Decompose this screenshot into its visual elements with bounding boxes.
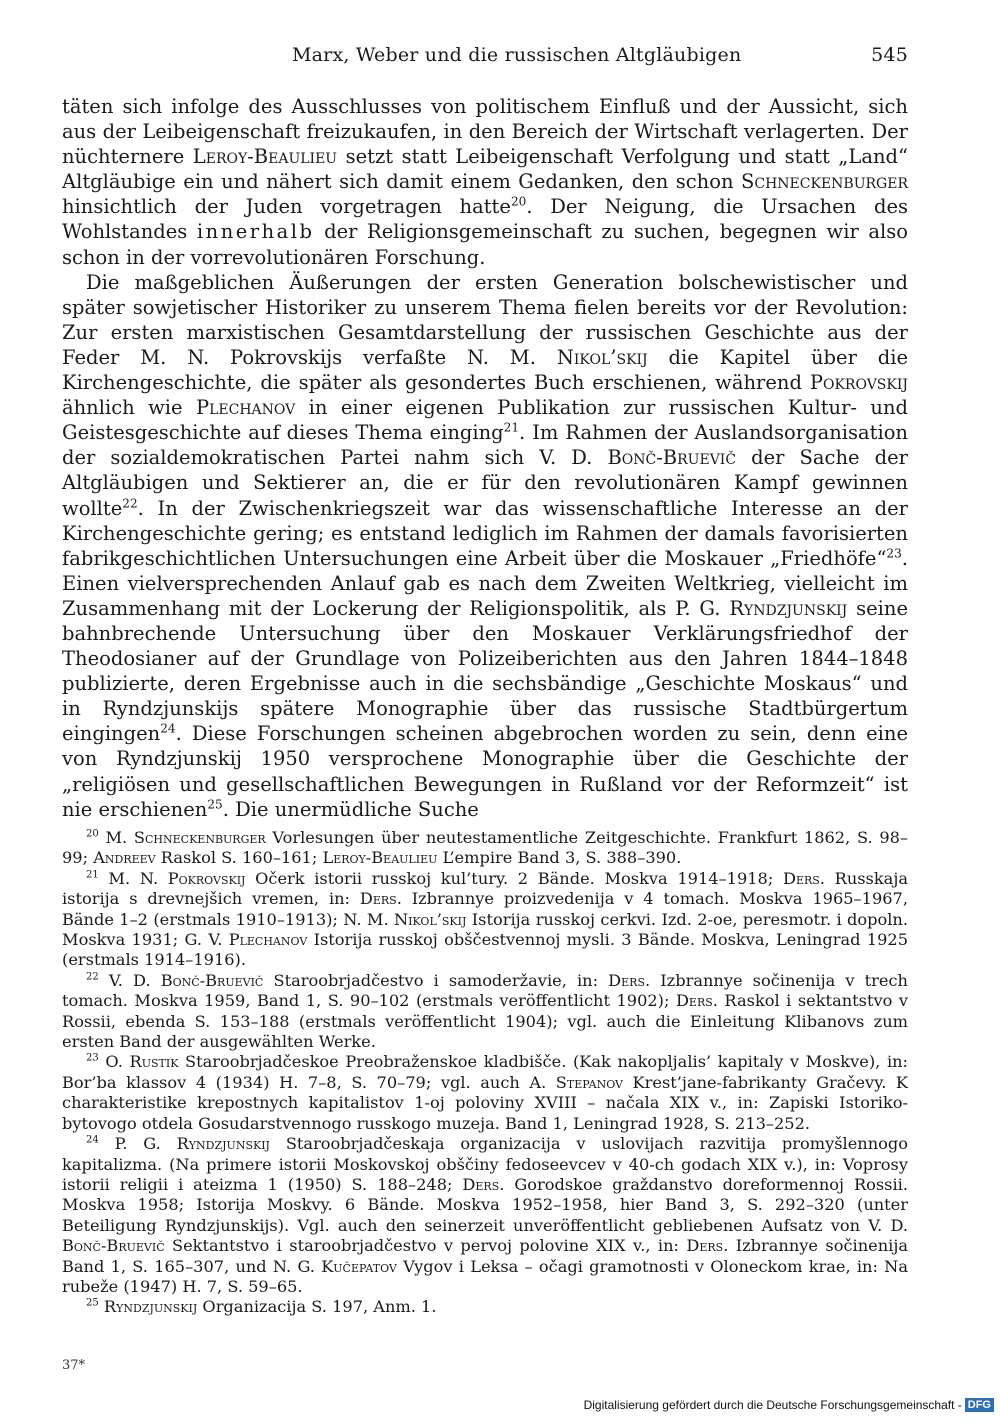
author-name: Bonč-Bruevič [62, 1236, 165, 1256]
author-name: Stepanov [555, 1072, 623, 1092]
text-run: Vygov i Leksa – očagi gramotnosti v Oloneckom krae, in: Na rubeže (1947) H. 7, S. 59–65. [62, 1256, 908, 1296]
text-run: . Im Rahmen der Auslandsorganisation der sozialdemokratischen Partei nahm sich V. D. [62, 421, 908, 470]
footnote-ref-20[interactable]: 20 [510, 194, 527, 209]
digitization-credit [584, 1398, 994, 1412]
footnote-22 [62, 971, 908, 1053]
text-run: Staroobrjadčeskoe Preobraženskoe kladbišče. (Kak nakopljalis’ kapitaly v Moskve), in: Bor’ba klassov 4 (1934) H. 7–8, S. 70–79; vgl. auch A. [62, 1052, 908, 1092]
text-run: Raskol i sektantstvo v Rossii, ebenda S. 153–188 (erstmals veröffentlicht 1904); vgl. auch die Einleitung Klibanovs zum ersten Band der ausgewählten Werke. [62, 991, 908, 1052]
author-name: Ders. [686, 1236, 729, 1256]
author-name: Ders. [675, 991, 718, 1011]
text-run: Istorija russkoj obščestvennoj mysli. 3 Bände. Moskva, Leningrad 1925 (erstmals 1914–1916). [62, 930, 908, 970]
text-run: Očerk istorii russkoj kul’tury. 2 Bände. Moskva 1914–1918; [245, 868, 783, 888]
author-name: Pokrovskij [809, 371, 908, 395]
author-name: Schneckenburger [133, 828, 266, 847]
author-name: Plechanov [195, 396, 296, 420]
text-run: der Religionsgemeinschaft zu suchen, begegnen wir also schon in der vorrevolutionären Forschung. [62, 220, 908, 269]
footnote-number: 22 [86, 971, 99, 983]
author-name: Ryndzjunskij [729, 596, 848, 620]
digitization-text: Digitalisierung gefördert durch die Deutsche Forschungsgemeinschaft - [583, 1398, 962, 1412]
text-run: Sektantstvo i staroobrjadčestvo v pervoj polovine XIX v., in: [164, 1236, 687, 1256]
text-run: . Die unermüdliche Suche [222, 797, 479, 821]
text-run: M. [98, 828, 134, 847]
author-name: Ryndzjunskij [176, 1134, 270, 1154]
author-name: Pokrovskij [167, 868, 246, 888]
text-run: . Einen vielversprechenden Anlauf gab es nach dem Zweiten Weltkrieg, vielleicht im Zusammenhang mit der Lockerung der Religionspolitik, als P. G. [62, 546, 908, 620]
main-text [62, 94, 908, 822]
author-name: Ryndzjunskij [103, 1297, 198, 1317]
text-run: Organizacija S. 197, Anm. 1. [197, 1297, 437, 1317]
text-run: Gorodskoe graždanstvo doreformennoj Rossii. Moskva 1958; Istorija Moskvy. 6 Bände. Moskva 1952–1958, hier Band 3, S. 292–320 (unter Beteiligung Ryndzjunskijs). Vgl. auch den seinerzeit unveröffentlicht gebliebenen Aufsatz von V. D. [62, 1174, 908, 1235]
text-run: . Der Neigung, die Ursachen des Wohlstandes [62, 195, 908, 244]
footnote-25 [62, 1297, 908, 1317]
text-run: . Diese Forschungen scheinen abgebrochen worden zu sein, denn eine von Ryndzjunskij 1950 versprochene Monographie über die Geschichte der „religiösen und gesellschaftlichen Bewegungen in Rußland vor der Reformzeit“ ist nie erschienen [62, 722, 908, 821]
footnote-ref-22[interactable]: 22 [122, 496, 138, 510]
author-name: Leroy-Beaulieu [192, 145, 338, 169]
author-name: Leroy-Beaulieu [322, 848, 438, 868]
author-name: Bonč-Bruevič [607, 446, 737, 470]
footnote-ref-25[interactable]: 25 [207, 797, 223, 812]
text-run: L’empire Band 3, S. 388–390. [437, 848, 682, 868]
text-run: ähnlich wie [62, 396, 196, 420]
text-run: in einer eigenen Publikation zur russischen Kultur- und Geistesgeschichte auf dieses Thema einging [62, 396, 909, 445]
text-run: Izbrannye proizvedenija v 4 tomach. Moskva 1965–1967, Bände 1–2 (erstmals 1910–1913); N. M. [62, 889, 908, 929]
footnote-number: 21 [86, 869, 99, 881]
text-run: V. D. [98, 970, 161, 990]
text-run: Raskol S. 160–161; [155, 848, 323, 868]
text-run: Staroobrjadčestvo i samoderžavie, in: [263, 970, 609, 990]
author-name: Schneckenburger [741, 170, 908, 194]
footnote-24 [62, 1134, 908, 1297]
running-title: Marx, Weber und die russischen Altgläubigen [292, 44, 742, 66]
author-name: Ders. [608, 970, 651, 990]
text-run: hinsichtlich der Juden vorgetragen hatte [62, 195, 511, 219]
page-number: 545 [871, 44, 908, 66]
footnote-number: 20 [86, 828, 99, 840]
text-run: Staroobrjadčeskaja organizacija v uslovijach razvitija promyšlennogo kapitalizma. (Na primere istorii Moskovskoj obščiny fedoseevcev v 40-ch godach XIX v.), in: Voprosy istorii religii i ateizma 1 (1950) S. 188–248; [62, 1134, 908, 1194]
emphasized-word: innerhalb [196, 220, 315, 244]
printer-signature-mark: 37* [62, 1358, 86, 1373]
footnote-20 [62, 828, 908, 869]
footnote-ref-24[interactable]: 24 [160, 721, 176, 736]
text-run: setzt statt Leibeigenschaft Verfolgung und statt „Land“ Altgläubige ein und nähert sich damit einem Gedanken, den schon [62, 145, 908, 194]
author-name: Plechanov [228, 930, 308, 950]
author-name: Bonč-Bruevič [160, 970, 264, 990]
footnotes [62, 828, 908, 1318]
author-name: Rustik [129, 1052, 179, 1072]
text-run: seine bahnbrechende Untersuchung über den Moskauer Verklärungsfriedhof der Theodosianer auf der Grundlage von Polizeiberichten aus den Jahren 1844–1848 publizierte, deren Ergebnisse auch in die sechsbändige „Geschichte Moskaus“ und in Ryndzjunskijs spätere Monographie über das russische Stadtbürgertum eingingen [62, 596, 908, 746]
footnote-number: 25 [86, 1297, 99, 1309]
text-run: Die maßgeblichen Äußerungen der ersten Generation bolschewistischer und später sowjetischer Historiker zu unserem Thema fielen bereits vor der Revolution: Zur ersten marxistischen Gesamtdarstellung der russischen Geschichte aus der Feder M. N. Pokrovskijs verfaßte N. M. [62, 270, 908, 369]
footnote-ref-23[interactable]: 23 [886, 546, 902, 561]
text-run: Izbrannye sočinenija v trech tomach. Moskva 1959, Band 1, S. 90–102 (erstmals veröffentlicht 1902); [62, 970, 908, 1011]
author-name: Ders. [782, 868, 825, 888]
dfg-logo-icon: DFG [965, 1398, 994, 1412]
text-run: M. N. [98, 868, 168, 888]
author-name: Ders. [359, 889, 402, 909]
text-run: Vorlesungen über neutestamentliche Zeitgeschichte. Frankfurt 1862, S. 98–99; [62, 828, 909, 868]
text-run: . In der Zwischenkriegszeit war das wissenschaftliche Interesse an der Kirchengeschichte gering; es entstand lediglich im Rahmen der damals favorisierten fabrikgeschichtlichen Untersuchungen eine Arbeit über die Moskauer „Friedhöfe“ [62, 496, 908, 570]
paragraph-2 [62, 270, 908, 822]
paragraph-1 [62, 94, 908, 270]
text-run: Krest’jane-fabrikanty Gračevy. K charakteristike krepostnych kapitalistov 1-oj poloviny XVIII – načala XIX v., in: Zapiski Istoriko-bytovogo otdela Gosudarstvennogo russkogo muzeja. Band 1, Leningrad 1928, S. 213–252. [62, 1072, 909, 1133]
text-run: Russkaja istorija s drevnejšich vremen, in: [62, 868, 908, 909]
author-name: Nikol’skij [394, 909, 467, 929]
author-name: Ders. [462, 1174, 505, 1194]
text-run: die Kapitel über die Kirchengeschichte, die später als gesondertes Buch erschienen, während [62, 345, 908, 395]
text-run: täten sich infolge des Ausschlusses von politischem Einfluß und der Aussicht, sich aus der Leibeigenschaft freizukaufen, in den Bereich der Wirtschaft verlagerten. Der nüchternere [62, 95, 908, 169]
footnote-21 [62, 869, 908, 971]
author-name: Andreev [93, 848, 156, 868]
author-name: Nikol’skij [556, 345, 648, 369]
text-run: P. G. [98, 1134, 177, 1154]
footnote-number: 23 [86, 1053, 99, 1065]
text-run: der Sache der Altgläubigen und Sektierer an, die er für den revolutionären Kampf gewinnen wollte [62, 446, 908, 520]
footnote-ref-21[interactable]: 21 [503, 420, 520, 435]
text-run: Izbrannye sočinenija Band 1, S. 165–307, und N. G. [62, 1236, 908, 1276]
footnote-23 [62, 1052, 908, 1134]
running-head [62, 44, 908, 74]
footnote-number: 24 [86, 1134, 99, 1146]
author-name: Kučepatov [321, 1256, 397, 1276]
text-run: Istorija russkoj cerkvi. Izd. 2-oe, peresmotr. i dopoln. Moskva 1931; G. V. [62, 909, 908, 950]
text-run: O. [98, 1052, 130, 1072]
